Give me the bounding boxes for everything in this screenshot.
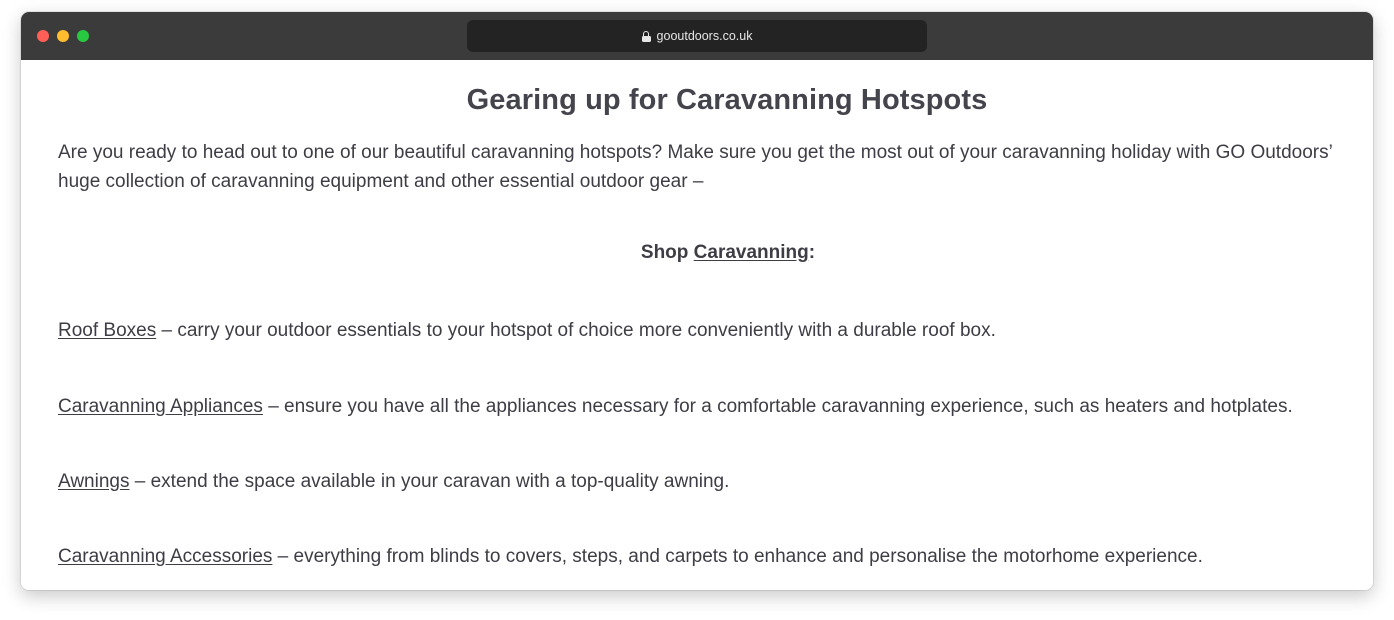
maximize-window-button[interactable] — [77, 30, 89, 42]
intro-paragraph: Are you ready to head out to one of our beautiful caravanning hotspots? Make sure you get the most out of your caravanning holiday with GO Outdoors’ huge collection of caravanning equipment and other essential outdoor gear – — [58, 142, 1333, 192]
list-item-caravanning-appliances — [58, 392, 1358, 421]
lock-icon — [642, 31, 651, 42]
caravanning-appliances-description: – ensure you have all the appliances necessary for a comfortable caravanning experience, such as heaters and hotplates. — [262, 396, 1293, 417]
caravanning-link[interactable]: Caravanning — [693, 242, 809, 263]
caravanning-accessories-link[interactable]: Caravanning Accessories — [58, 546, 273, 567]
caravanning-accessories-description: – everything from blinds to covers, steps, and carpets to enhance and personalise the motorhome experience. — [272, 546, 1203, 567]
awnings-link[interactable]: Awnings — [58, 471, 130, 492]
page-content — [21, 60, 1373, 590]
browser-titlebar — [21, 12, 1373, 60]
caravanning-appliances-link[interactable]: Caravanning Appliances — [58, 396, 263, 417]
list-item-awnings — [58, 467, 1358, 496]
list-item-caravanning-accessories — [58, 542, 1358, 571]
roof-boxes-description: – carry your outdoor essentials to your hotspot of choice more conveniently with a durable roof box. — [156, 320, 996, 341]
roof-boxes-link[interactable]: Roof Boxes — [58, 320, 157, 341]
browser-window — [21, 12, 1373, 590]
close-window-button[interactable] — [37, 30, 49, 42]
minimize-window-button[interactable] — [57, 30, 69, 42]
shop-prefix: Shop — [640, 242, 694, 263]
address-bar[interactable] — [467, 20, 927, 52]
list-item-roof-boxes — [58, 316, 1358, 345]
address-bar-url: gooutdoors.co.uk — [656, 29, 753, 43]
awnings-description: – extend the space available in your caravan with a top-quality awning. — [129, 471, 730, 492]
shop-suffix: : — [808, 242, 816, 263]
page-title: Gearing up for Caravanning Hotspots — [466, 84, 988, 116]
shop-caravanning-heading — [21, 242, 1373, 264]
